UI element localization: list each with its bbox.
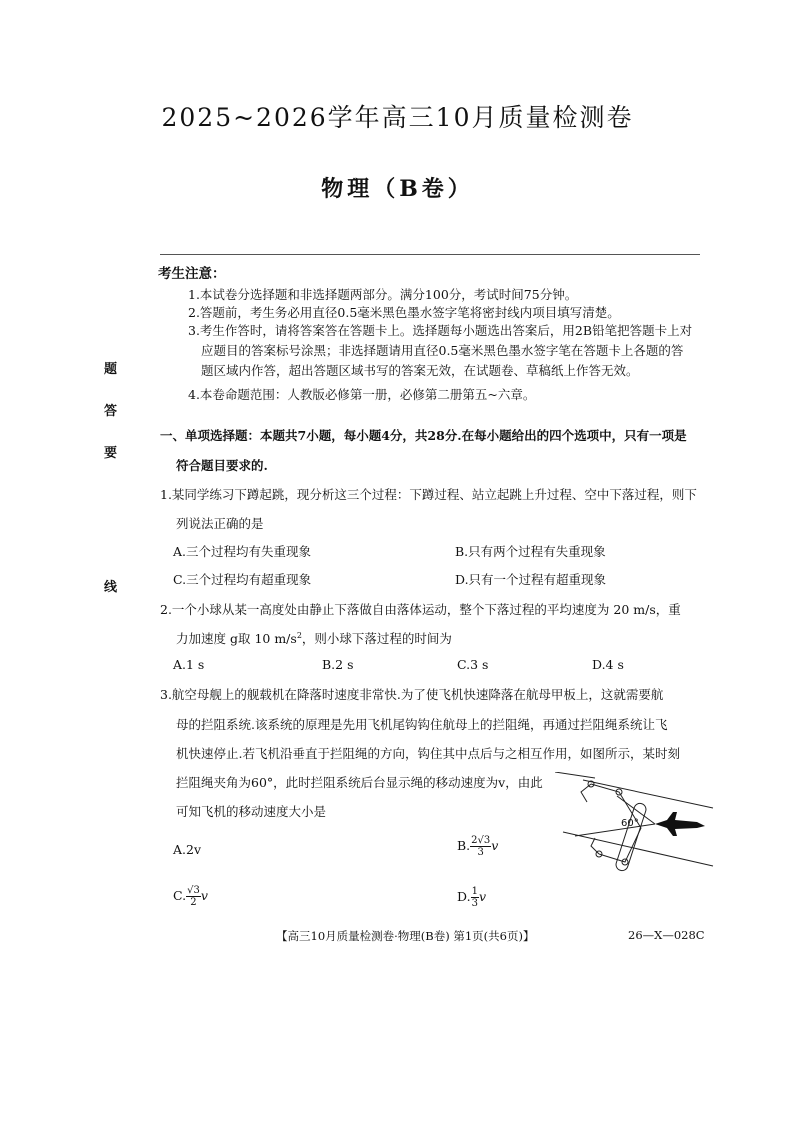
notice-item-2: 2.答题前，考生务必用直径0.5毫米黑色墨水签字笔将密封线内项目填写清楚。 [188,305,620,320]
q3-option-d [457,886,486,909]
angle-label: 60° [621,818,639,829]
aircraft-icon [655,812,705,836]
q1-option-a: A.三个过程均有失重现象 [173,544,312,559]
notice-item-3: 3.考生作答时，请将答案答在答题卡上。选择题每小题选出答案后，用2B铅笔把答题卡上对 [188,323,693,338]
deck-edge-top [583,780,713,808]
q3-stem-1: 3.航空母舰上的舰载机在降落时速度非常快.为了使飞机快速降落在航母甲板上，这就需要航 [160,687,664,702]
fraction-denominator: 2 [190,897,197,908]
q3-stem-3: 机快速停止.若飞机沿垂直于拦阻绳的方向，钩住其中点后与之相互作用，如图所示，某时刻 [176,746,680,761]
footer-code: 26—X—028C [628,928,705,942]
q2-exponent: 2 [296,630,302,640]
q3-stem-2: 母的拦阻系统.该系统的原理是先用飞机尾钩钩住航母上的拦阻绳，再通过拦阻绳系统让飞 [176,717,668,732]
q3-option-c-fraction [186,885,201,908]
q2-stem: 2.一个小球从某一高度处由静止下落做自由落体运动，整个下落过程的平均速度为 20 m/s，重 [160,602,681,617]
q3-option-b-var: v [491,838,499,853]
q1-stem: 1.某同学练习下蹲起跳，现分析这三个过程：下蹲过程、站立起跳上升过程、空中下落过程，则下 [160,487,697,502]
q2-option-d: D.4 s [592,657,624,672]
q3-option-c-label: C. [173,888,187,903]
margin-mark-xian: 线 [104,580,118,595]
notice-item-4: 4.本卷命题范围：人教版必修第一册，必修第二册第五~六章。 [188,387,536,402]
q2-option-a: A.1 s [173,657,205,672]
header-divider [160,254,700,255]
fraction-numerator: √3 [187,885,200,896]
q3-figure [555,772,715,892]
q1-option-c: C.三个过程均有超重现象 [173,572,312,587]
margin-mark-yao: 要 [104,446,118,461]
q3-stem-4: 拦阻绳夹角为60°，此时拦阻系统后台显示绳的移动速度为v，由此 [176,775,543,790]
q3-option-d-var: v [478,889,486,904]
q3-option-c [173,885,208,908]
footer-center: 【高三10月质量检测卷·物理(B卷) 第1页(共6页)】 [276,929,535,943]
notice-item-3-cont2: 题区域内作答，超出答题区域书写的答案无效，在试题卷、草稿纸上作答无效。 [201,363,639,378]
fraction-numerator: 2√3 [471,835,491,846]
margin-mark-da: 答 [104,404,118,419]
exam-subtitle: 物理（B卷） [321,176,474,202]
q2-option-c: C.3 s [457,657,489,672]
exam-title: 2025~2026学年高三10月质量检测卷 [161,103,634,132]
q1-option-b: B.只有两个过程有失重现象 [455,544,606,559]
q1-option-d: D.只有一个过程有超重现象 [455,572,607,587]
q3-stem-5: 可知飞机的移动速度大小是 [176,804,327,819]
section-heading: 一、单项选择题：本题共7小题，每小题4分，共28分.在每小题给出的四个选项中，只有一项是 [160,428,687,443]
fraction-numerator: 1 [471,886,478,897]
notice-item-1: 1.本试卷分选择题和非选择题两部分。满分100分，考试时间75分钟。 [188,287,578,302]
q3-option-b-label: B. [457,838,471,853]
margin-mark-ti: 题 [104,362,118,377]
notice-item-3-cont: 应题目的答案标号涂黑；非选择题请用直径0.5毫米黑色墨水签字笔在答题卡上各题的答 [201,343,684,358]
q3-option-d-fraction [471,886,479,909]
section-heading-cont: 符合题目要求的. [176,458,268,473]
deck-edge-bottom [563,832,713,866]
notice-heading: 考生注意： [158,266,226,282]
q3-option-b-fraction [470,835,491,858]
q3-option-c-var: v [200,888,208,903]
q2-option-b: B.2 s [322,657,354,672]
q3-option-d-label: D. [457,889,471,904]
q2-stem-post: ，则小球下落过程的时间为 [301,631,452,646]
deck-edge-stub [555,772,595,778]
q2-stem-pre: 力加速度 g取 10 m/s [176,631,297,646]
q3-option-a: A.2v [173,842,202,857]
q2-stem-cont [176,629,452,647]
rope-lower [575,824,655,836]
fraction-denominator: 3 [477,847,484,858]
fraction-denominator: 3 [471,898,478,909]
q1-stem-cont: 列说法正确的是 [176,516,264,531]
q3-option-b [457,835,498,858]
